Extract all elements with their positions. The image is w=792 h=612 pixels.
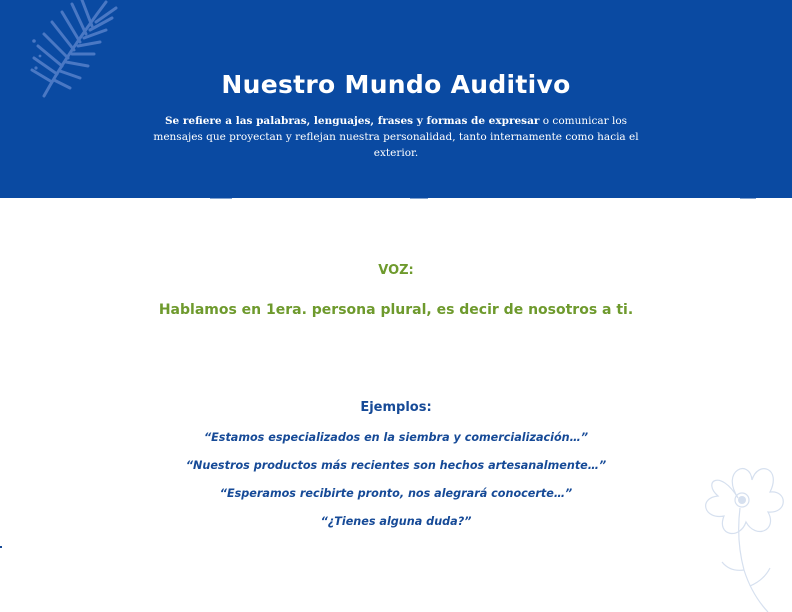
example-item: “Nuestros productos más recientes son hechos artesanalmente…” [185,459,607,472]
torn-edge-divider [0,186,792,200]
page-title: Nuestro Mundo Auditivo [221,70,571,99]
voz-text: Hablamos en 1era. persona plural, es decir de nosotros a ti. [158,302,634,318]
intro-rest-text: o comunicar los mensajes que proyectan y reflejan nuestra personalidad, tanto internamente como hacia el exterior. [153,115,639,159]
decorative-dot [0,546,2,548]
voz-label: VOZ: [378,263,414,278]
examples-title: Ejemplos: [360,400,432,415]
example-item: “¿Tienes alguna duda?” [320,515,472,528]
examples-list [0,430,792,542]
flower-outline-icon [690,450,790,612]
intro-paragraph [150,113,642,161]
example-item: “Esperamos recibirte pronto, nos alegrará conocerte…” [219,487,573,500]
example-item: “Estamos especializados en la siembra y comercialización…” [203,431,589,444]
intro-bold-text: Se refiere a las palabras, lenguajes, frases y formas de expresar [164,115,540,127]
header-banner [0,0,792,198]
